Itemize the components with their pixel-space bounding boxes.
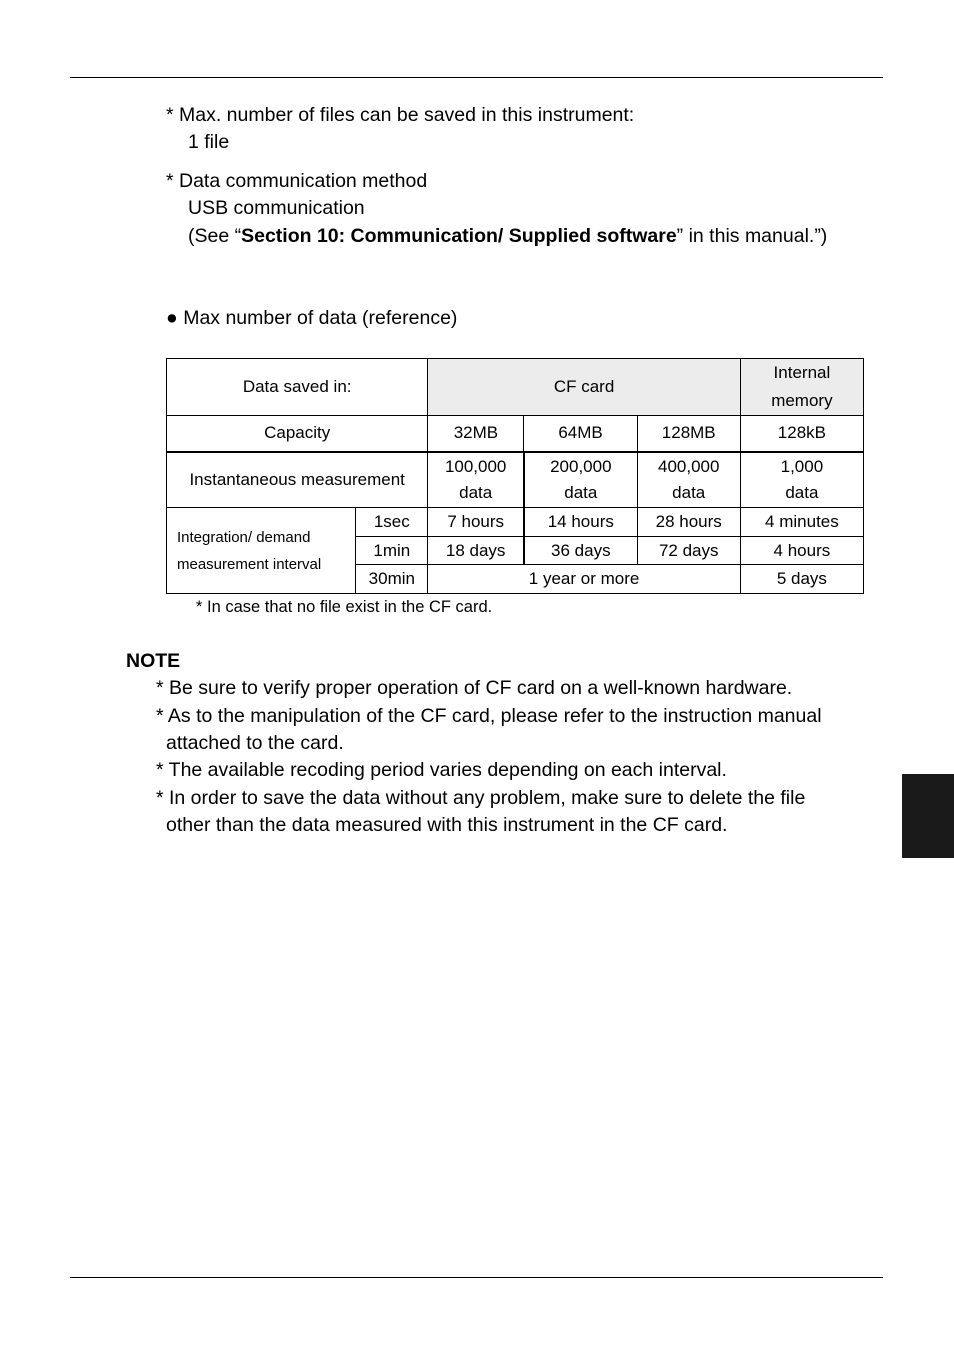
instantaneous-num: 1,000 — [780, 456, 824, 476]
interval-label: 1sec — [356, 508, 428, 537]
interval-label: 30min — [356, 565, 428, 594]
see-prefix: (See “ — [188, 225, 242, 247]
instantaneous-cell — [637, 452, 740, 508]
instantaneous-unit: data — [785, 482, 819, 502]
table-header-row — [167, 359, 864, 416]
instantaneous-unit: data — [672, 482, 706, 502]
interval-value: 4 minutes — [740, 508, 863, 537]
capacity-label: Capacity — [167, 416, 428, 452]
see-suffix: ” in this manual.”) — [676, 225, 828, 247]
header-internal-memory — [740, 359, 863, 416]
interval-row-1sec — [167, 508, 864, 537]
note-title: NOTE — [126, 650, 181, 672]
interval-value: 28 hours — [637, 508, 740, 537]
max-files-line: * Max. number of files can be saved in this instrument: — [166, 104, 635, 126]
interval-value: 5 days — [740, 565, 863, 594]
integration-label-line2: measurement interval — [177, 555, 322, 573]
capacity-64mb: 64MB — [524, 416, 637, 452]
header-internal-line1: Internal — [773, 363, 831, 382]
capacity-row — [167, 416, 864, 452]
header-saved-in: Data saved in: — [167, 359, 428, 416]
header-rule — [70, 77, 883, 78]
instantaneous-unit: data — [564, 482, 598, 502]
section-link-text: Section 10: Communication/ Supplied software — [241, 225, 677, 247]
instantaneous-label: Instantaneous measurement — [167, 452, 428, 508]
note-item-continued: other than the data measured with this instrument in the CF card. — [166, 814, 728, 836]
instantaneous-row — [167, 452, 864, 508]
comm-method-line: * Data communication method — [166, 170, 428, 192]
note-item: * Be sure to verify proper operation of CF card on a well-known hardware. — [156, 677, 793, 699]
instantaneous-num: 400,000 — [657, 456, 720, 476]
section-reference — [188, 225, 827, 247]
interval-value: 18 days — [428, 537, 524, 565]
header-internal-line2: memory — [771, 391, 833, 410]
table-footnote: * In case that no file exist in the CF card. — [196, 598, 493, 616]
header-cf-card: CF card — [428, 359, 740, 416]
instantaneous-num: 200,000 — [550, 456, 612, 476]
instantaneous-cell — [524, 452, 637, 508]
comm-method-value: USB communication — [188, 197, 365, 219]
footer-rule — [70, 1277, 883, 1278]
interval-label: 1min — [356, 537, 428, 565]
instantaneous-cell — [740, 452, 863, 508]
capacity-128mb: 128MB — [637, 416, 740, 452]
interval-value: 72 days — [637, 537, 740, 565]
interval-value: 4 hours — [740, 537, 863, 565]
interval-value: 7 hours — [428, 508, 524, 537]
table-heading: ● Max number of data (reference) — [166, 307, 458, 329]
integration-label-line1: Integration/ demand — [177, 528, 311, 546]
interval-merged-value: 1 year or more — [428, 565, 740, 594]
note-item-continued: attached to the card. — [166, 732, 344, 754]
max-files-value: 1 file — [188, 131, 230, 153]
interval-value: 36 days — [524, 537, 637, 565]
chapter-tab-marker — [902, 774, 954, 858]
note-item: * As to the manipulation of the CF card, please refer to the instruction manual — [156, 705, 822, 727]
capacity-32mb: 32MB — [428, 416, 524, 452]
interval-value: 14 hours — [524, 508, 637, 537]
integration-label — [167, 508, 356, 594]
capacity-128kb: 128kB — [740, 416, 863, 452]
instantaneous-cell — [428, 452, 524, 508]
instantaneous-unit: data — [459, 482, 493, 502]
max-data-table — [166, 358, 864, 594]
note-item: * In order to save the data without any problem, make sure to delete the file — [156, 787, 806, 809]
instantaneous-num: 100,000 — [444, 456, 507, 476]
note-item: * The available recoding period varies depending on each interval. — [156, 759, 727, 781]
